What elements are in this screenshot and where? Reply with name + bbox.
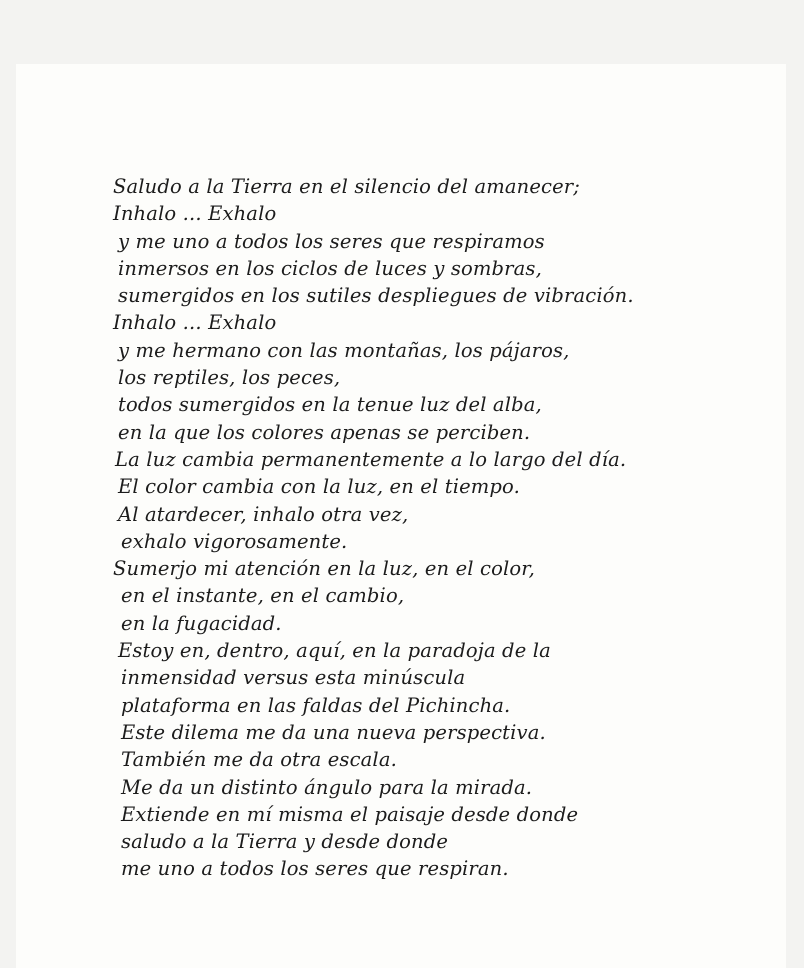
- handwritten-poem: [113, 173, 793, 883]
- poem-line: Inhalo ... Exhalo: [113, 202, 277, 226]
- poem-line: Saludo a la Tierra en el silencio del amanecer;: [113, 175, 580, 198]
- poem-line: exhalo vigorosamente.: [121, 529, 348, 553]
- poem-line: Este dilema me da una nueva perspectiva.: [121, 720, 546, 744]
- poem-line: todos sumergidos en la tenue luz del alba,: [118, 393, 542, 417]
- poem-line: inmensidad versus esta minúscula: [121, 666, 466, 690]
- poem-line: plataforma en las faldas del Pichincha.: [121, 693, 511, 717]
- poem-line: Al atardecer, inhalo otra vez,: [118, 502, 409, 526]
- poem-line: Estoy en, dentro, aquí, en la paradoja de la: [118, 639, 551, 663]
- poem-line: Inhalo ... Exhalo: [113, 311, 277, 335]
- poem-line: La luz cambia permanentemente a lo largo del día.: [115, 447, 627, 471]
- poem-line: en la fugacidad.: [121, 611, 282, 635]
- poem-line: y me hermano con las montañas, los pájaros,: [118, 338, 570, 362]
- poem-line: los reptiles, los peces,: [118, 366, 341, 390]
- poem-line: sumergidos en los sutiles despliegues de vibración.: [118, 284, 634, 308]
- poem-line: me uno a todos los seres que respiran.: [121, 857, 509, 881]
- poem-line: en la que los colores apenas se perciben.: [118, 420, 531, 444]
- poem-line: y me uno a todos los seres que respiramos: [118, 229, 545, 253]
- poem-line: Me da un distinto ángulo para la mirada.: [121, 775, 533, 799]
- poem-line: en el instante, en el cambio,: [121, 584, 405, 608]
- poem-line: Sumerjo mi atención en la luz, en el color,: [113, 557, 535, 581]
- poem-line: saludo a la Tierra y desde donde: [121, 830, 449, 854]
- poem-line: También me da otra escala.: [121, 748, 397, 772]
- paper-sheet: [16, 64, 786, 968]
- poem-line: inmersos en los ciclos de luces y sombras,: [118, 256, 542, 280]
- poem-line: El color cambia con la luz, en el tiempo.: [118, 475, 520, 499]
- poem-line: Extiende en mí misma el paisaje desde donde: [121, 802, 579, 826]
